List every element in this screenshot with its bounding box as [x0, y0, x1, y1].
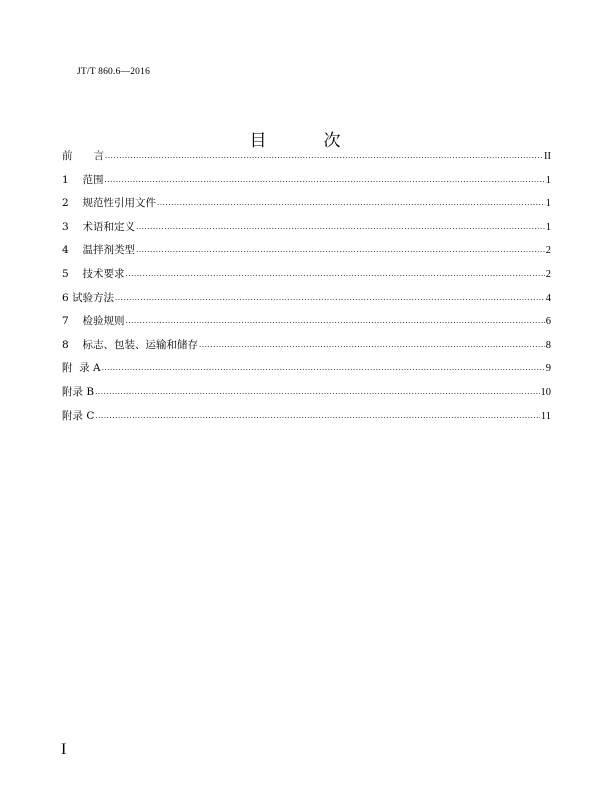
toc-dot-leader — [126, 266, 545, 282]
toc-entry-page: 2 — [545, 245, 551, 257]
toc-entry-page: 8 — [545, 339, 551, 351]
toc-entry-number: 3 — [62, 220, 69, 233]
toc-dot-leader — [136, 242, 545, 258]
toc-entry-label: 附录 C — [62, 409, 95, 422]
toc-entry-label — [62, 337, 198, 353]
toc-entry-normative-references[interactable] — [62, 195, 551, 219]
toc-entry-test-methods[interactable] — [62, 290, 551, 314]
toc-entry-title: 术语和定义 — [82, 220, 136, 233]
standard-code: JT/T 860.6—2016 — [77, 67, 151, 77]
toc-dot-leader — [95, 384, 539, 400]
toc-entry-label: 前 言 — [62, 150, 104, 162]
toc-entry-label: 附录 B — [62, 385, 95, 398]
toc-entry-page: 10 — [540, 386, 551, 398]
toc-dot-leader — [115, 290, 545, 306]
toc-entry-appendix-b[interactable] — [62, 384, 551, 408]
toc-entry-number: 5 — [62, 267, 69, 280]
toc-entry-title: 技术要求 — [82, 267, 125, 280]
toc-dot-leader — [157, 195, 545, 211]
toc-entry-page: 2 — [545, 268, 551, 280]
toc-entry-label — [62, 172, 104, 188]
toc-entry-label — [62, 219, 135, 235]
toc-entry-technical-requirements[interactable] — [62, 266, 551, 290]
toc-entry-page: 9 — [545, 363, 551, 375]
toc-entry-additive-types[interactable] — [62, 242, 551, 266]
toc-entry-label — [62, 195, 156, 211]
toc-entry-label — [62, 242, 135, 258]
toc-entry-scope[interactable] — [62, 172, 551, 196]
toc-title: 目 次 — [249, 131, 361, 151]
toc-entry-appendix-a[interactable] — [62, 360, 551, 384]
toc-entry-page: 1 — [545, 198, 551, 210]
toc-entry-number: 1 — [62, 173, 69, 186]
toc-dot-leader — [105, 172, 545, 188]
toc-entry-title: 检验规则 — [82, 315, 125, 328]
toc-entry-foreword[interactable] — [62, 148, 551, 172]
toc-entry-number: 2 — [62, 197, 69, 210]
toc-entry-page: 1 — [545, 221, 551, 233]
toc-dot-leader — [126, 313, 545, 329]
toc-entry-terms[interactable] — [62, 219, 551, 243]
toc-entry-label — [62, 266, 125, 282]
toc-list — [62, 148, 551, 431]
toc-entry-label: 6 试验方法 — [62, 291, 115, 304]
toc-entry-title: 范围 — [82, 173, 104, 186]
toc-entry-title: 温拌剂类型 — [82, 244, 136, 257]
toc-entry-page: 11 — [540, 410, 551, 422]
toc-entry-number: 7 — [62, 315, 69, 328]
toc-entry-page: 6 — [545, 316, 551, 328]
toc-entry-inspection-rules[interactable] — [62, 313, 551, 337]
toc-dot-leader — [102, 360, 545, 376]
toc-entry-label — [62, 313, 125, 329]
toc-entry-number: 4 — [62, 244, 69, 257]
toc-entry-number: 8 — [62, 338, 69, 351]
toc-entry-title: 规范性引用文件 — [82, 197, 157, 210]
toc-entry-title: 标志、包装、运输和储存 — [82, 338, 199, 351]
toc-dot-leader — [95, 408, 540, 424]
toc-entry-page: 1 — [545, 174, 551, 186]
toc-entry-page: II — [544, 151, 551, 162]
toc-dot-leader — [105, 148, 543, 164]
toc-entry-appendix-c[interactable] — [62, 408, 551, 432]
toc-entry-page: 4 — [545, 292, 551, 304]
toc-dot-leader — [199, 337, 545, 353]
page-number: I — [61, 741, 67, 758]
toc-entry-marking-packaging[interactable] — [62, 337, 551, 361]
toc-dot-leader — [136, 219, 545, 235]
toc-entry-label: 附 录 A — [62, 362, 101, 375]
